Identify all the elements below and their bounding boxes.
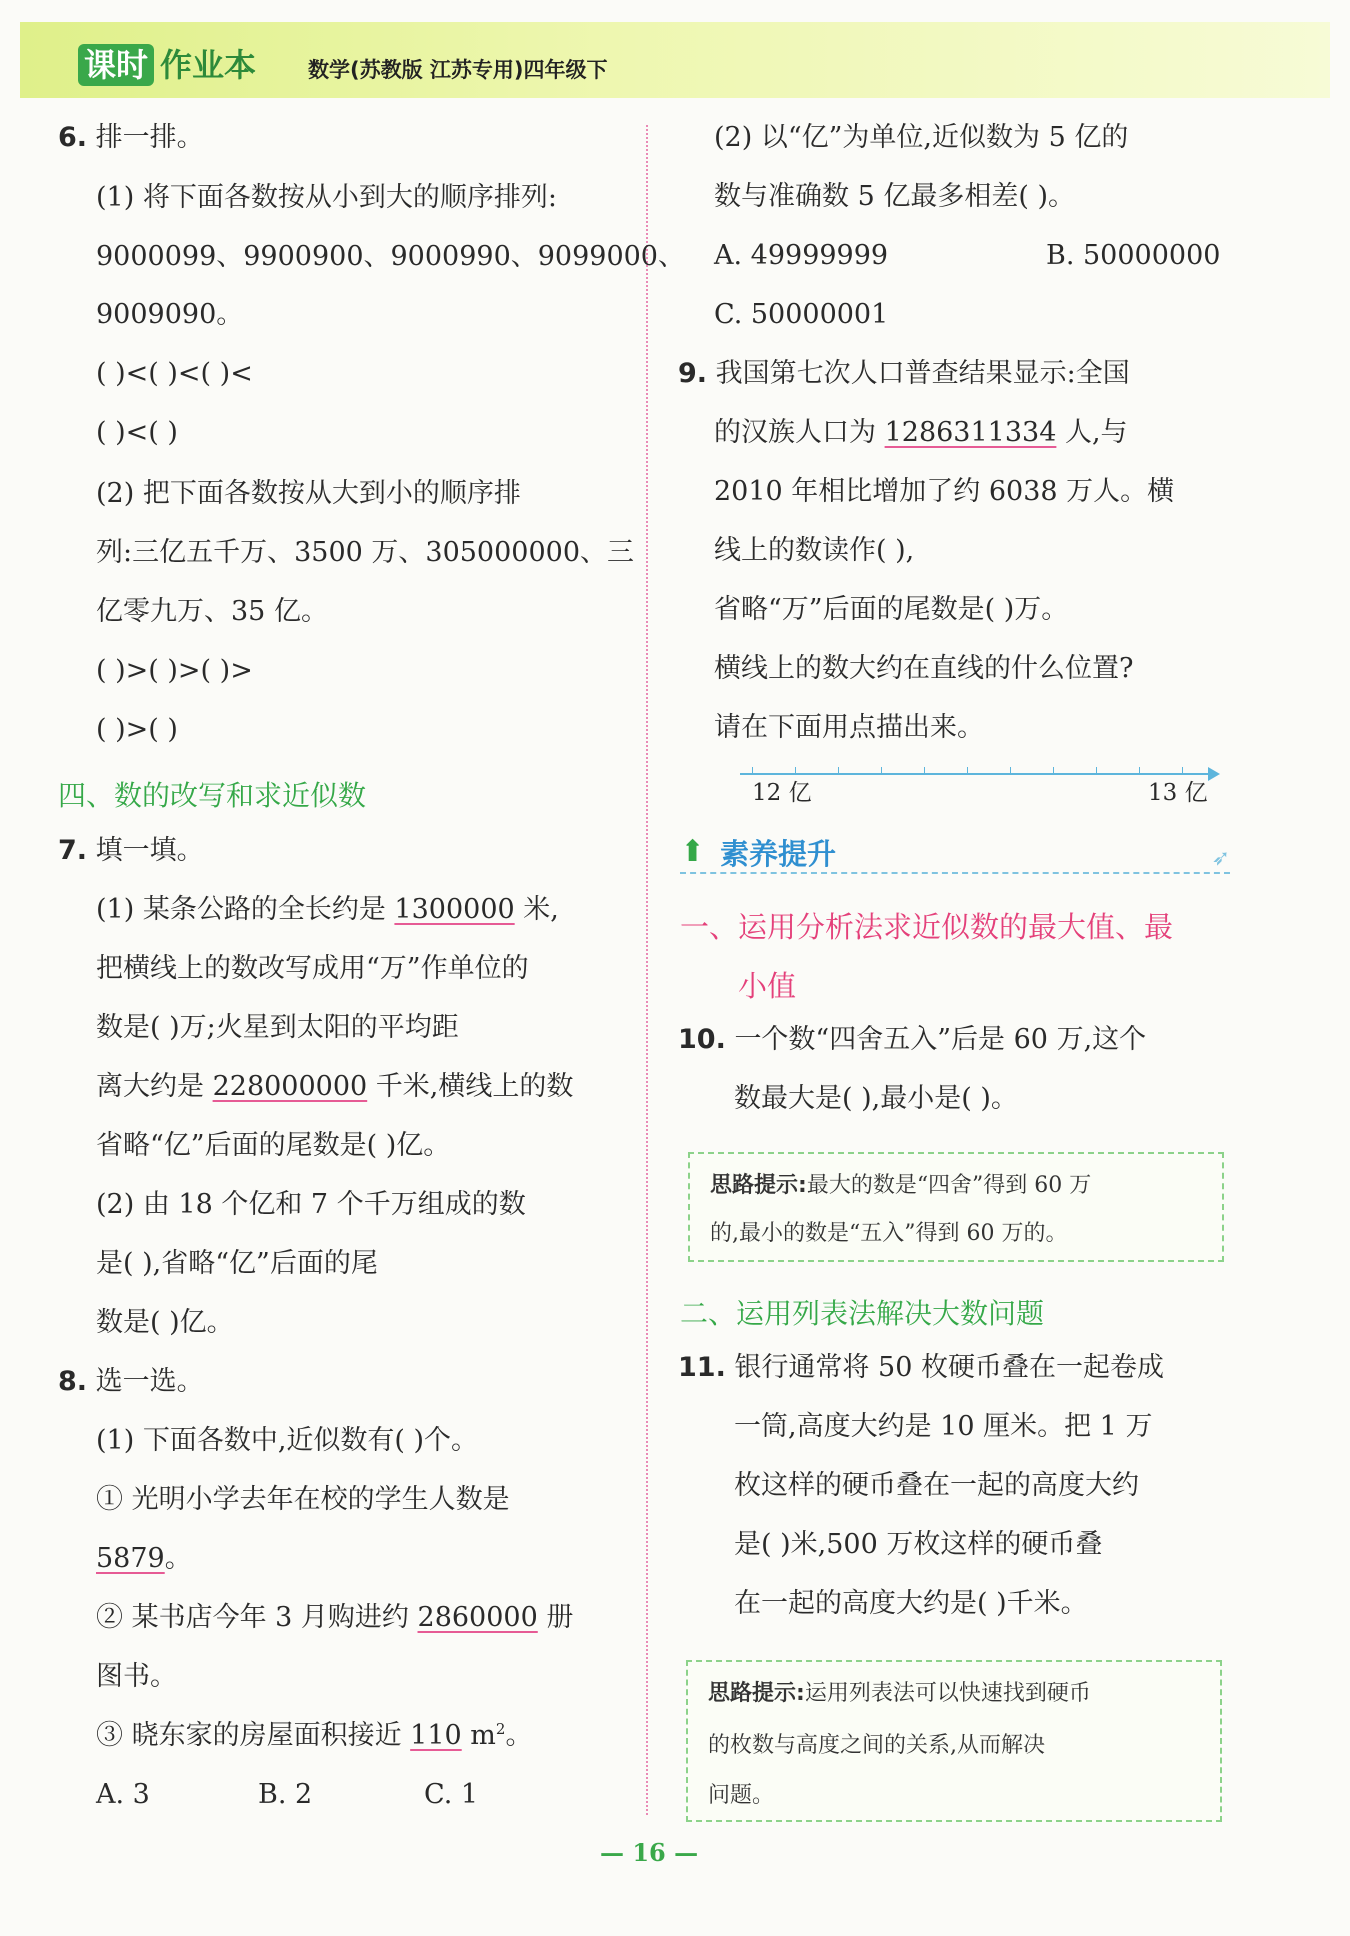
number-line-tick	[1053, 767, 1054, 775]
brand-logo: 课时 作业本	[78, 40, 256, 86]
q8-option-a: A. 3	[96, 1779, 150, 1810]
number-line-tick	[1139, 767, 1140, 775]
q11-hint-line2: 的枚数与高度之间的关系,从而解决	[708, 1733, 1045, 1758]
number-line-tick	[967, 767, 968, 775]
q11-line5: 在一起的高度大约是( )千米。	[734, 1588, 1088, 1619]
number-line-tick	[838, 767, 839, 775]
section-4-heading: 四、数的改写和求近似数	[58, 779, 367, 812]
column-divider	[646, 125, 648, 1815]
q8-line5: 图书。	[96, 1661, 177, 1692]
q10-hint-box	[688, 1152, 1224, 1262]
q9-line4: 线上的数读作( ),	[714, 535, 915, 566]
q11-line4: 是( )米,500 万枚这样的硬币叠	[734, 1529, 1103, 1560]
q11-hint-line3: 问题。	[708, 1783, 775, 1808]
q8-p2-option-a: A. 49999999	[714, 240, 889, 271]
q6-p1-line1: (1) 将下面各数按从小到大的顺序排列:	[96, 182, 557, 213]
q7-line6: (2) 由 18 个亿和 7 个千万组成的数	[96, 1189, 526, 1220]
q8-p2-option-b: B. 50000000	[1046, 240, 1221, 271]
number-line-tick	[752, 767, 753, 775]
q8-p2-line1: (2) 以“亿”为单位,近似数为 5 亿的	[714, 122, 1129, 153]
q7-line5: 省略“亿”后面的尾数是( )亿。	[96, 1130, 451, 1161]
q6-p2-line1: (2) 把下面各数按从大到小的顺序排	[96, 478, 521, 509]
q8-p2-option-c: C. 50000001	[714, 299, 889, 330]
q11-line1: 11. 银行通常将 50 枚硬币叠在一起卷成	[678, 1352, 1164, 1383]
q9-line2: 的汉族人口为 1286311334 人,与	[714, 417, 1128, 448]
q7-line8: 数是( )亿。	[96, 1307, 234, 1338]
q6-p1-answer1: ( )<( )<( )<	[96, 358, 253, 389]
q7-line1: (1) 某条公路的全长约是 1300000 米,	[96, 894, 559, 925]
number-line-tick	[1182, 767, 1183, 775]
number-line-right-label: 13 亿	[1148, 780, 1208, 806]
q6-heading: 6. 排一排。	[58, 122, 204, 153]
q8-heading: 8. 选一选。	[58, 1366, 204, 1397]
section-b-heading: 二、运用列表法解决大数问题	[680, 1297, 1045, 1330]
q9-line1: 9. 我国第七次人口普查结果显示:全国	[678, 358, 1130, 389]
number-line-tick	[1096, 767, 1097, 775]
q8-line6: ③ 晓东家的房屋面积接近 110 $m^2$。	[96, 1720, 533, 1751]
q7-line2: 把横线上的数改写成用“万”作单位的	[96, 953, 529, 984]
q11-line2: 一筒,高度大约是 10 厘米。把 1 万	[734, 1411, 1153, 1442]
q6-p1-line3: 9009090。	[96, 299, 244, 330]
q9-line5: 省略“万”后面的尾数是( )万。	[714, 594, 1069, 625]
q11-line3: 枚这样的硬币叠在一起的高度大约	[734, 1470, 1139, 1501]
q10-line2: 数最大是( ),最小是( )。	[734, 1083, 1018, 1114]
q6-p2-answer2: ( )>( )	[96, 714, 178, 745]
q10-hint-line1: 思路提示:最大的数是“四舍”得到 60 万	[710, 1173, 1092, 1198]
q11-hint-line1: 思路提示:运用列表法可以快速找到硬币	[708, 1681, 1091, 1706]
suyang-title: 素养提升	[720, 837, 837, 871]
subject-title: 数学(苏教版 江苏专用)四年级下	[308, 58, 608, 82]
q9-line7: 请在下面用点描出来。	[714, 712, 984, 743]
q6-p1-answer2: ( )<( )	[96, 417, 178, 448]
number-line-tick	[1010, 767, 1011, 775]
q9-line3: 2010 年相比增加了约 6038 万人。横	[714, 476, 1175, 507]
number-line-left-label: 12 亿	[752, 780, 812, 806]
section-a-heading-line1: 一、运用分析法求近似数的最大值、最	[680, 910, 1174, 944]
q11-hint-box	[686, 1660, 1222, 1822]
q7-line4: 离大约是 228000000 千米,横线上的数	[96, 1071, 574, 1102]
q10-hint-line2: 的,最小的数是“五入”得到 60 万的。	[710, 1221, 1068, 1246]
q8-line2: ① 光明小学去年在校的学生人数是	[96, 1484, 510, 1515]
number-line-arrow	[1208, 767, 1220, 781]
q10-line1: 10. 一个数“四舍五入”后是 60 万,这个	[678, 1024, 1147, 1055]
q7-line3: 数是( )万;火星到太阳的平均距	[96, 1012, 459, 1043]
q6-p2-line3: 亿零九万、35 亿。	[96, 596, 328, 627]
q7-line7: 是( ),省略“亿”后面的尾	[96, 1248, 378, 1279]
q8-p2-line2: 数与准确数 5 亿最多相差( )。	[714, 181, 1075, 212]
page-number: — 16 —	[600, 1838, 699, 1867]
suyang-heading-bar	[680, 832, 1230, 874]
section-a-heading-line2: 小值	[738, 969, 797, 1003]
number-line-tick	[924, 767, 925, 775]
number-line[interactable]	[740, 773, 1210, 775]
q6-p1-line2: 9000099、9900900、9000990、9099000、	[96, 241, 685, 272]
q7-heading: 7. 填一填。	[58, 835, 204, 866]
q9-line6: 横线上的数大约在直线的什么位置?	[714, 653, 1134, 684]
q8-line3: 5879。	[96, 1543, 192, 1574]
up-arrow-icon: ⬆	[680, 834, 706, 869]
q8-option-c: C. 1	[424, 1779, 479, 1810]
q8-line4: ② 某书店今年 3 月购进约 2860000 册	[96, 1602, 574, 1633]
q8-line1: (1) 下面各数中,近似数有( )个。	[96, 1425, 479, 1456]
number-line-tick	[881, 767, 882, 775]
feather-icon: ➶	[1211, 846, 1230, 871]
number-line-tick	[795, 767, 796, 775]
q6-p2-answer1: ( )>( )>( )>	[96, 655, 253, 686]
q8-option-b: B. 2	[258, 1779, 313, 1810]
q6-p2-line2: 列:三亿五千万、3500 万、305000000、三	[96, 537, 634, 568]
